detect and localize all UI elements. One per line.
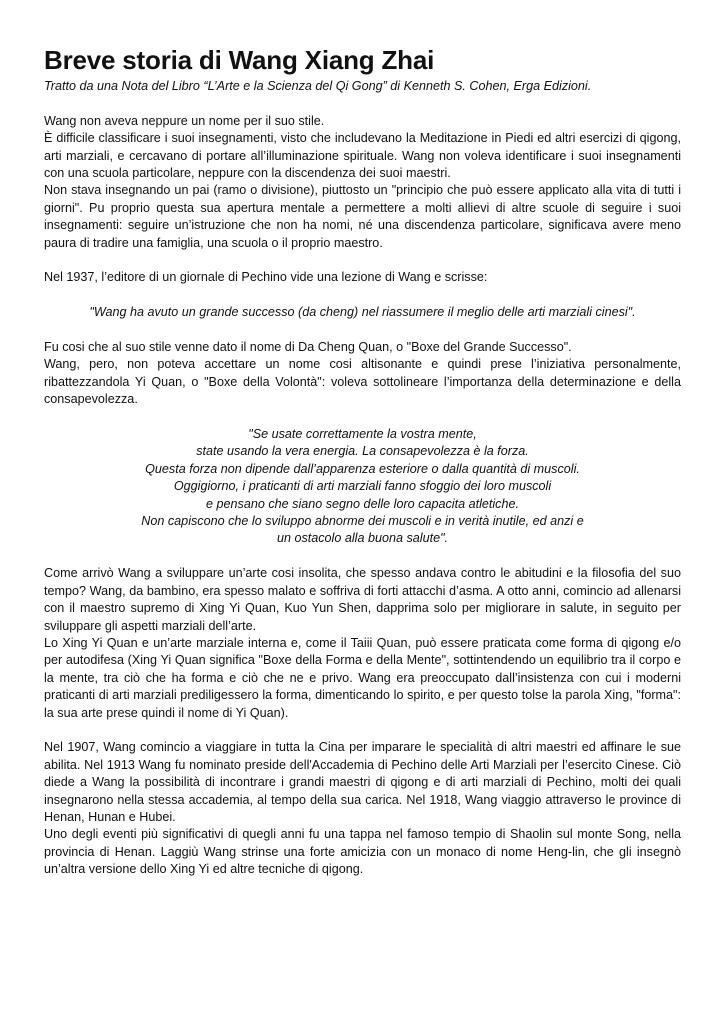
spacer (44, 95, 681, 112)
document-subtitle: Tratto da una Nota del Libro “L’Arte e la Scienza del Qi Gong” di Kenneth S. Cohen, Erga Edizioni. (44, 79, 592, 93)
quote-line: Questa forza non dipende dall’apparenza esteriore o dalla quantità di muscoli. (145, 461, 580, 476)
quote-line: Oggigiorno, i praticanti di arti marziali fanno sfoggio dei loro muscoli (173, 479, 552, 494)
spacer (44, 548, 681, 565)
quote-wang (44, 426, 681, 548)
paragraph: Non stava insegnando un pai (ramo o divisione), piuttosto un "principio che può essere applicato alla vita di tutti i giorni". Pu proprio questa sua apertura mentale a permettere a molti allievi di altre scuole di seguire i suoi insegnamenti: seguire un’istruzione che non ha nomi, né una discendenza particolare, significava avere meno paura di tradire una famiglia, una scuola o il proprio maestro. (44, 183, 681, 250)
quote-line: un ostacolo alla buona salute". (276, 531, 449, 546)
paragraph: Fu cosi che al suo stile venne dato il nome di Da Cheng Quan, o "Boxe del Grande Successo". (44, 340, 572, 355)
paragraph: Lo Xing Yi Quan e un’arte marziale interna e, come il Taiii Quan, può essere praticata come forma di qigong e/o per autodifesa (Xing Yi Quan significa "Boxe della Forma e della Mente", sottintendendo un equilibrio tra il corpo e la mente, tra ciò che ha forma e ciò che ne e privo. Wang era preoccupato dall’insistenza con cui i moderni praticanti di arti marziali prediligessero la forma, dimenticando lo spirito, e per questo tolse la parola Xing, "forma": la sua arte prese quindi il nome di Yi Quan). (44, 635, 681, 720)
spacer (44, 322, 681, 339)
paragraph: Wang, pero, non poteva accettare un nome cosi altisonante e quindi prese l’iniziativa personalmente, ribattezzandola Yi Quan, o "Boxe della Volontà": voleva sottolineare l’importanza della determinazione e della consapevolezza. (44, 357, 681, 407)
paragraph: Nel 1937, l’editore di un giornale di Pechino vide una lezione di Wang e scrisse: (44, 270, 488, 285)
spacer (44, 287, 681, 304)
document-title: Breve storia di Wang Xiang Zhai (44, 45, 435, 75)
quote-line: "Se usate correttamente la vostra mente, (248, 427, 477, 442)
paragraph: È difficile classificare i suoi insegnamenti, visto che includevano la Meditazione in Piedi ed altri esercizi di qigong, arti marziali, e cercavano di portare all’illuminazione spirituale. Wang non voleva identificare i suoi insegnamenti con una scuola particolare, neppure con la discendenza dei suoi maestri. (44, 131, 681, 181)
paragraph: Wang non aveva neppure un nome per il suo stile. (44, 113, 325, 128)
quote-line: Non capiscono che lo sviluppo abnorme dei muscoli e in verità inutile, ed anzi e (141, 514, 584, 529)
spacer (44, 722, 681, 739)
spacer (44, 409, 681, 426)
quote-journal: "Wang ha avuto un grande successo (da cheng) nel riassumere il meglio delle arti marziali cinesi". (89, 305, 636, 320)
paragraph: Come arrivò Wang a sviluppare un’arte cosi insolita, che spesso andava contro le abitudini e la filosofia del suo tempo? Wang, da bambino, era spesso malato e soffriva di forti attacchi d’asma. A otto anni, comincio ad allenarsi con il maestro supremo di Xing Yi Quan, Kuo Yun Shen, dapprima solo per migliorare in salute, in seguito per sviluppare gli aspetti marziali dell’arte. (44, 566, 681, 633)
paragraph: Uno degli eventi più significativi di quegli anni fu una tappa nel famoso tempio di Shaolin sul monte Song, nella provincia di Henan. Laggiù Wang strinse una forte amicizia con un monaco di nome Heng-lin, che gli insegnò un’altra versione dello Xing Yi ed altre tecniche di qigong. (44, 827, 681, 877)
paragraph: Nel 1907, Wang comincio a viaggiare in tutta la Cina per imparare le specialità di altri maestri ed affinare le sue abilita. Nel 1913 Wang fu nominato preside dell'Accademia di Pechino delle Arti Marziali per l’esercito Cinese. Ciò diede a Wang la possibilità di incontrare i grandi maestri di qigong e di arti marziali di Pechino, molti dei quali insegnarono nella stessa accademia, al tempo della sua carica. Nel 1918, Wang viaggio attraverso le province di Henan, Hunan e Hubei. (44, 740, 681, 824)
quote-line: state usando la vera energia. La consapevolezza è la forza. (196, 444, 529, 459)
quote-line: e pensano che siano segno delle loro capacita atletiche. (206, 496, 519, 511)
spacer (44, 252, 681, 269)
